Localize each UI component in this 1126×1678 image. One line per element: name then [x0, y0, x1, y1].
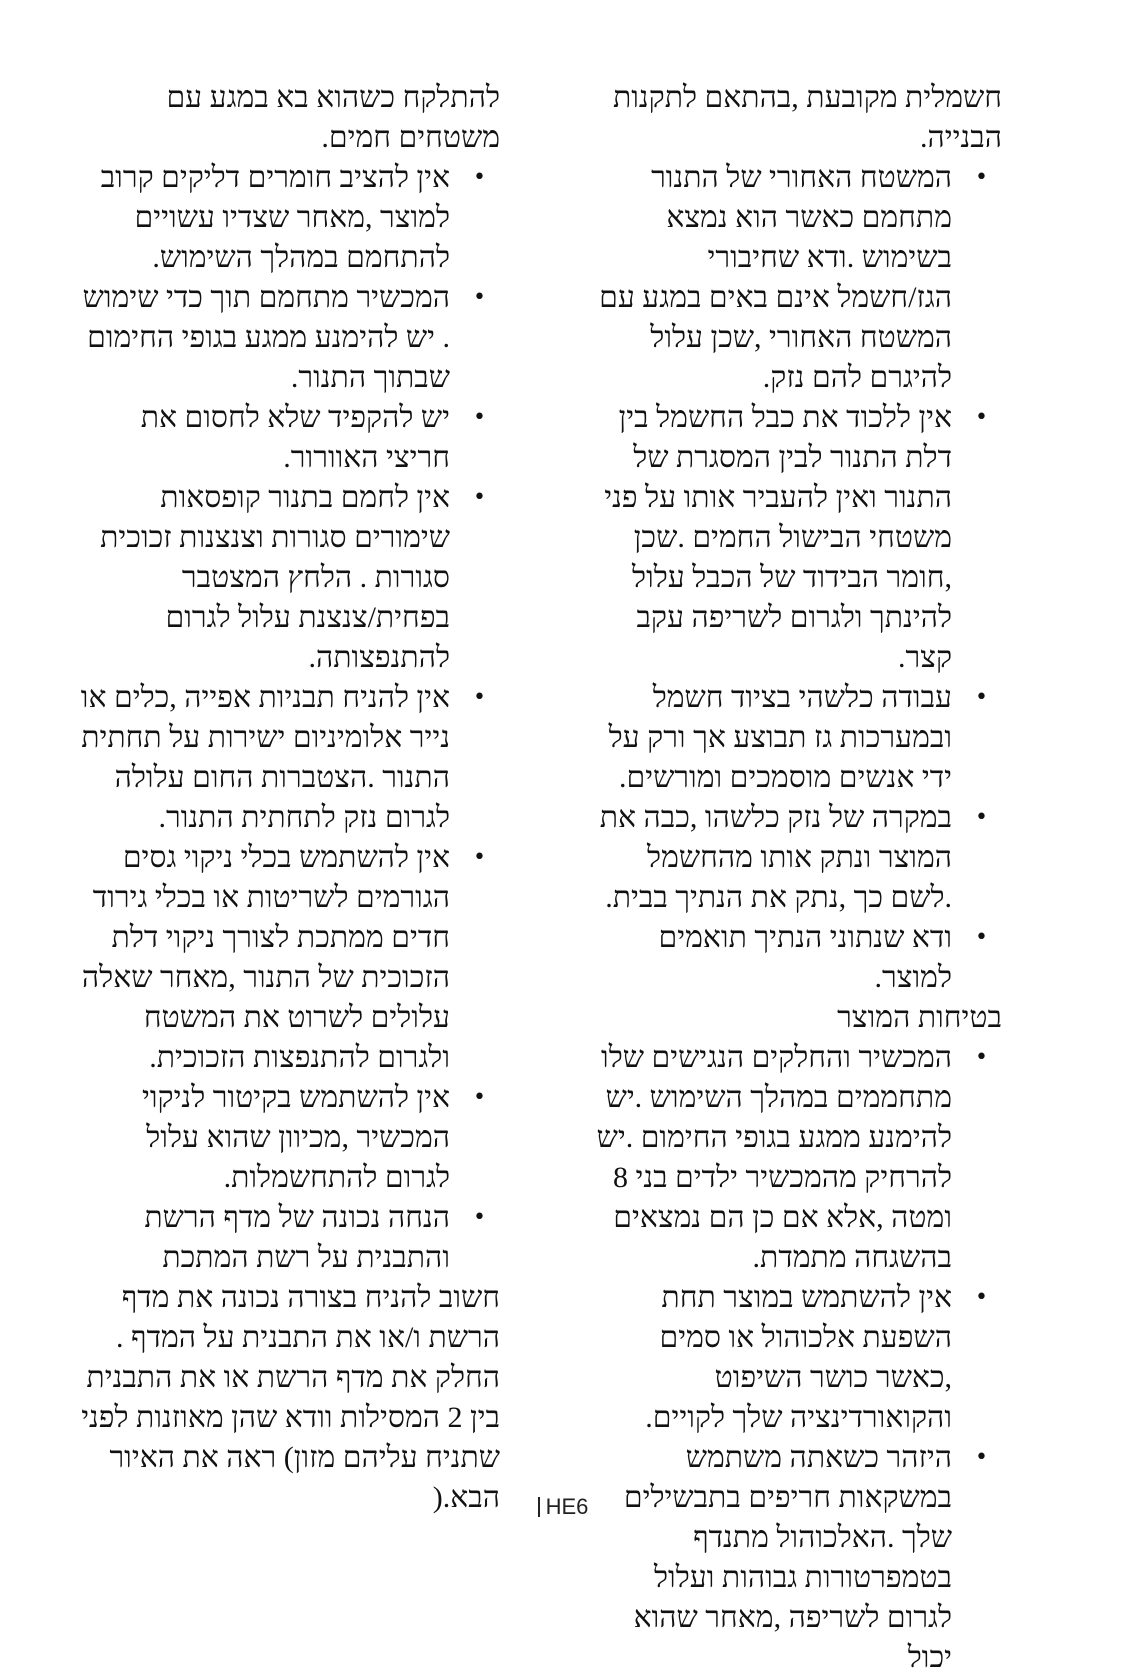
list-item: • אין להשתמש בקיטור לניקוי המכשיר ,מכיוון שהוא עלול לגרום להתחשמלות. — [80, 1078, 500, 1198]
list-item: • היזהר כשאתה משתמש במשקאות חריפים בתבשילים שלך .האלכוהול מתנדף בטמפרטורות גבוהות ועלול לגרום לשריפה ,מאחר שהוא יכול — [590, 1438, 1002, 1678]
list-item: • עבודה כלשהי בציוד חשמל ובמערכות גז תבוצע אך ורק על ידי אנשים מוסמכים ומורשים. — [590, 678, 1002, 798]
list-item: • אין להשתמש במוצר תחת השפעת אלכוהול או סמים ,כאשר כושר השיפוט והקואורדינציה שלך לקויים. — [590, 1278, 1002, 1438]
page-number: HE6 — [545, 1494, 589, 1519]
list-item: • המכשיר והחלקים הנגישים שלו מתחממים במהלך השימוש .יש להימנע ממגע בגופי החימום .יש להרחיק מהמכשיר ילדים בני 8 ומטה ,אלא אם כן הם נמצאים בהשגחה מתמדת. — [590, 1038, 1002, 1278]
list-item: • אין להשתמש בכלי ניקוי גסים הגורמים לשריטות או בכלי גירוד חדים ממתכת לצורך ניקוי דלת הזכוכית של התנור ,מאחר שאלה עלולים לשרוט את המשטח ולגרום להתנפצות הזכוכית. — [80, 838, 500, 1078]
right-column — [590, 78, 1002, 1678]
list-item: • במקרה של נזק כלשהו ,כבה את המוצר ונתק אותו מהחשמל .לשם כך ,נתק את הנתיך בבית. — [590, 798, 1002, 918]
list-item: • אין ללכוד את כבל החשמל בין דלת התנור לבין המסגרת של התנור ואין להעביר אותו על פני משטחי הבישול החמים .שכן ,חומר הבידוד של הכבל עלול להינתך ולגרום לשריפה עקב קצר. — [590, 398, 1002, 678]
left-column — [80, 78, 500, 1518]
page-footer — [0, 1494, 1126, 1520]
separator-bar — [538, 1497, 540, 1517]
list-item: • אין לחמם בתנור קופסאות שימורים סגורות וצנצנות זכוכית סגורות . הלחץ המצטבר בפחית/צנצנת עלול לגרום להתנפצותה. — [80, 478, 500, 678]
list-item: • המשטח האחורי של התנור מתחמם כאשר הוא נמצא בשימוש .ודא שחיבורי הגז/חשמל אינם באים במגע עם המשטח האחורי ,שכן עלול להיגרם להם נזק. — [590, 158, 1002, 398]
intro-paragraph: חשמלית מקובעת ,בהתאם לתקנות הבנייה. — [612, 81, 1002, 154]
closing-paragraph: חשוב להניח בצורה נכונה את מדף הרשת ו/או את התבנית על המדף . החלק את מדף הרשת או את התבנית בין 2 המסילות וודא שהן מאוזנות לפני שתניח עליהם מזון) ראה את האיור הבא.( — [81, 1281, 500, 1514]
list-item: • אין להציב חומרים דליקים קרוב למוצר ,מאחר שצדיו עשויים להתחמם במהלך השימוש. — [80, 158, 500, 278]
list-item: • יש להקפיד שלא לחסום את חריצי האוורור. — [80, 398, 500, 478]
section-heading: בטיחות המוצר — [837, 1001, 1002, 1034]
continuation-paragraph: להתלקח כשהוא בא במגע עם משטחים חמים. — [166, 81, 500, 154]
list-item: • אין להניח תבניות אפייה ,כלים או נייר אלומיניום ישירות על תחתית התנור .הצטברות החום עלולה לגרום נזק לתחתית התנור. — [80, 678, 500, 838]
list-item: • הנחה נכונה של מדף הרשת והתבנית על רשת המתכת — [80, 1198, 500, 1278]
list-item: • ודא שנתוני הנתיך תואמים למוצר. — [590, 918, 1002, 998]
list-item: • המכשיר מתחמם תוך כדי שימוש . יש להימנע ממגע בגופי החימום שבתוך התנור. — [80, 278, 500, 398]
